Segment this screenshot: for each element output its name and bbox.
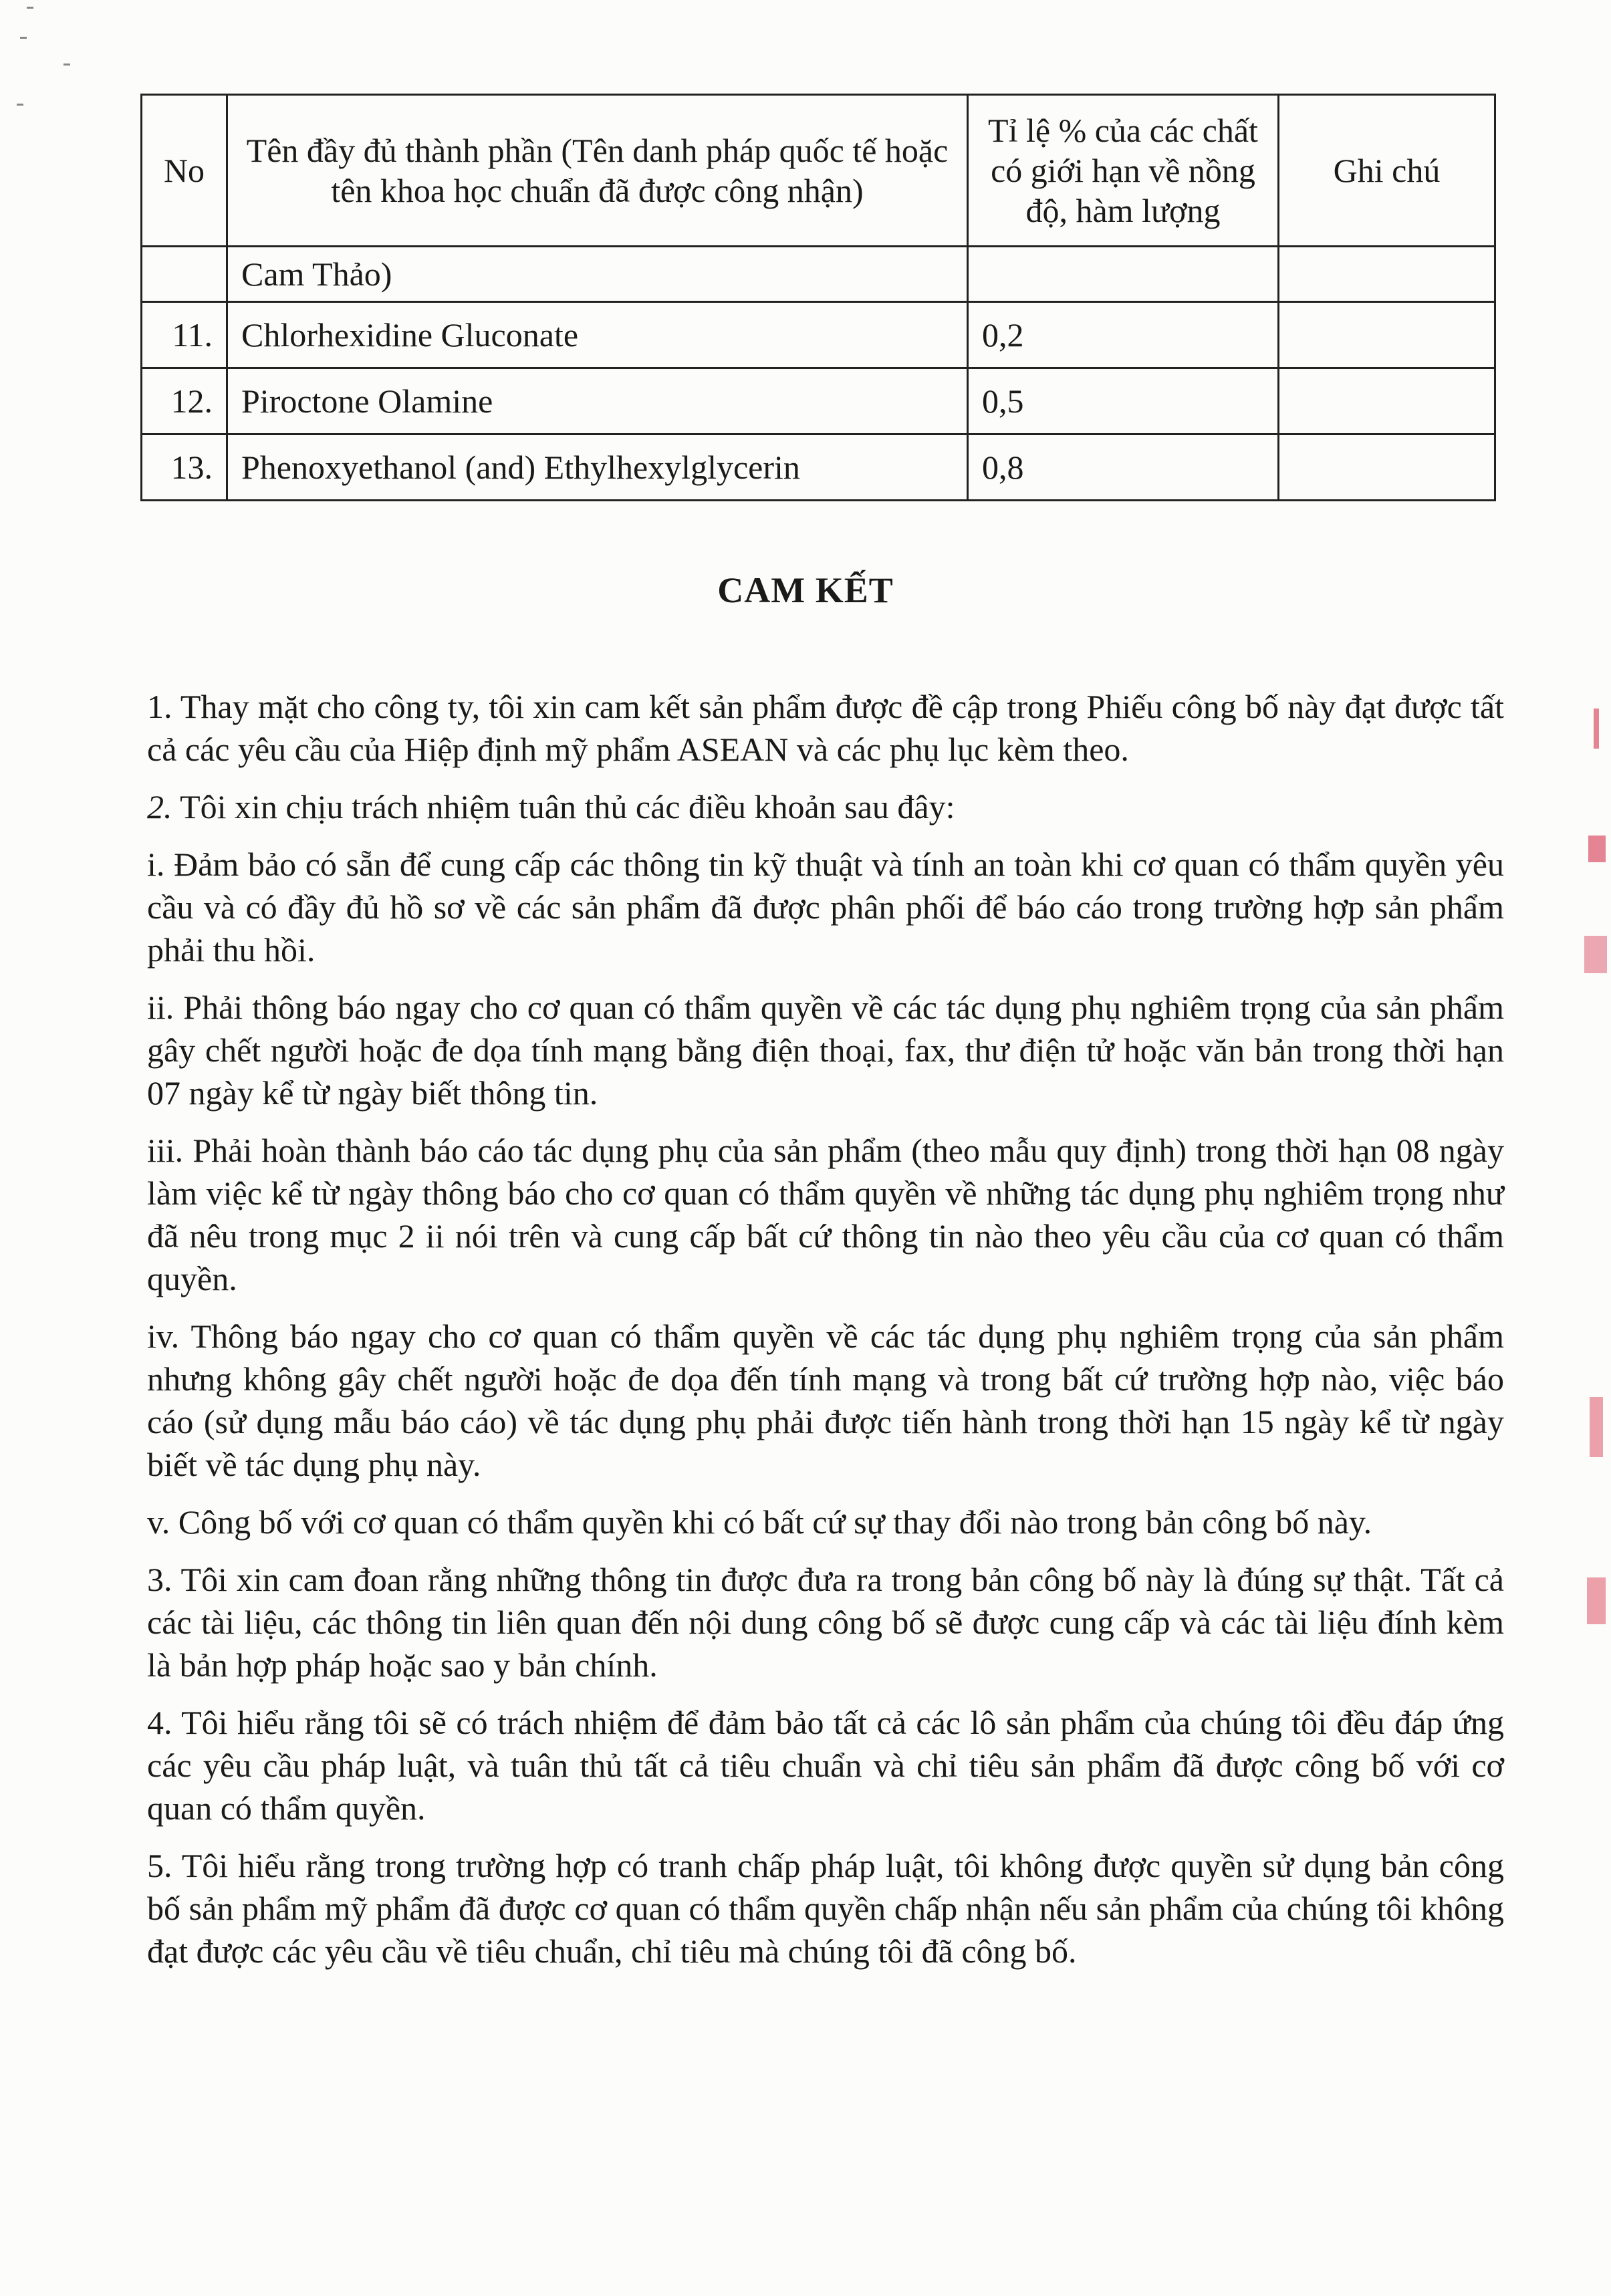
- ingredient-table-container: [140, 94, 1494, 501]
- table-row: [142, 302, 1495, 368]
- paragraph-5: 5. Tôi hiểu rằng trong trường hợp có tranh chấp pháp luật, tôi không được quyền sử dụng bản công bố sản phẩm mỹ phẩm đã được cơ quan có thẩm quyền chấp nhận nếu sản phẩm của chúng tôi không đạt được các yêu cầu về tiêu chuẩn, chỉ tiêu mà chúng tôi đã công bố.: [147, 1847, 1504, 1970]
- table-row: [142, 434, 1495, 501]
- paragraph-3: 3. Tôi xin cam đoan rằng những thông tin được đưa ra trong bản công bố này là đúng sự thật. Tất cả các tài liệu, các thông tin liên quan đến nội dung công bố sẽ được cung cấp và các tài liệu đính kèm là bản hợp pháp hoặc sao y bản chính.: [147, 1561, 1504, 1684]
- header-no: No: [142, 95, 227, 247]
- cell-no: [142, 247, 227, 302]
- clause-v: v. Công bố với cơ quan có thẩm quyền khi có bất cứ sự thay đổi nào trong bản công bố này.: [147, 1503, 1372, 1541]
- clause-iii: iii. Phải hoàn thành báo cáo tác dụng phụ của sản phẩm (theo mẫu quy định) trong thời hạn 08 ngày làm việc kể từ ngày thông báo cho cơ quan có thẩm quyền về những tác dụng phụ nghiêm trọng như đã nêu trong mục 2 ii nói trên và cung cấp bất cứ thông tin nào theo yêu cầu của cơ quan có thẩm quyền.: [147, 1132, 1504, 1297]
- clause-ii: ii. Phải thông báo ngay cho cơ quan có thẩm quyền về các tác dụng phụ nghiêm trọng của sản phẩm gây chết người hoặc đe dọa tính mạng bằng điện thoại, fax, thư điện tử hoặc văn bản trong thời hạn 07 ngày kể từ ngày biết thông tin.: [147, 989, 1504, 1112]
- paragraph-2-text: Tôi xin chịu trách nhiệm tuân thủ các điều khoản sau đây:: [172, 788, 955, 825]
- cell-note: [1279, 247, 1495, 302]
- cell-percent: 0,8: [968, 434, 1279, 501]
- cell-percent: [968, 247, 1279, 302]
- header-note: Ghi chú: [1279, 95, 1495, 247]
- cell-note: [1279, 368, 1495, 434]
- cell-ingredient-name: Cam Thảo): [227, 247, 968, 302]
- cell-note: [1279, 434, 1495, 501]
- header-ingredient-name: Tên đầy đủ thành phần (Tên danh pháp quốc tế hoặc tên khoa học chuẩn đã được công nhận): [227, 95, 968, 247]
- cell-no: 12.: [142, 368, 227, 434]
- table-header-row: [142, 95, 1495, 247]
- cell-ingredient-name: Piroctone Olamine: [227, 368, 968, 434]
- paragraph-2-number: 2.: [147, 788, 172, 825]
- clause-i: i. Đảm bảo có sẵn để cung cấp các thông tin kỹ thuật và tính an toàn khi cơ quan có thẩm quyền yêu cầu và có đầy đủ hồ sơ về các sản phẩm đã được phân phối để báo cáo trong trường hợp sản phẩm phải thu hồi.: [147, 846, 1504, 969]
- commitment-body: [147, 685, 1504, 1987]
- stamp-edge-marks: [1571, 0, 1611, 2296]
- ingredient-table: [140, 94, 1496, 501]
- paragraph-2: [147, 785, 1504, 828]
- cell-ingredient-name: Phenoxyethanol (and) Ethylhexylglycerin: [227, 434, 968, 501]
- section-title: CAM KẾT: [717, 570, 894, 610]
- stamp-fragment: [1588, 836, 1606, 862]
- cell-note: [1279, 302, 1495, 368]
- stamp-fragment: [1594, 709, 1599, 749]
- cell-no: 11.: [142, 302, 227, 368]
- header-percent: Tỉ lệ % của các chất có giới hạn về nồng độ, hàm lượng: [968, 95, 1279, 247]
- cell-percent: 0,5: [968, 368, 1279, 434]
- stamp-fragment: [1584, 936, 1607, 973]
- cell-percent: 0,2: [968, 302, 1279, 368]
- paragraph-4: 4. Tôi hiểu rằng tôi sẽ có trách nhiệm để đảm bảo tất cả các lô sản phẩm của chúng tôi đều đáp ứng các yêu cầu pháp luật, và tuân thủ tất cả tiêu chuẩn và chỉ tiêu sản phẩm đã được công bố với cơ quan có thẩm quyền.: [147, 1704, 1504, 1827]
- table-row: [142, 247, 1495, 302]
- clause-iv: iv. Thông báo ngay cho cơ quan có thẩm quyền về các tác dụng phụ nghiêm trọng của sản phẩm nhưng không gây chết người hoặc đe dọa đến tính mạng và trong bất cứ trường hợp nào, việc báo cáo (sử dụng mẫu báo cáo) về tác dụng phụ phải được tiến hành trong thời hạn 15 ngày kể từ ngày biết về tác dụng phụ này.: [147, 1317, 1504, 1483]
- cell-ingredient-name: Chlorhexidine Gluconate: [227, 302, 968, 368]
- table-row: [142, 368, 1495, 434]
- stamp-fragment: [1587, 1577, 1606, 1624]
- cell-no: 13.: [142, 434, 227, 501]
- scan-marks: [0, 0, 80, 134]
- stamp-fragment: [1590, 1397, 1603, 1457]
- paragraph-1: 1. Thay mặt cho công ty, tôi xin cam kết sản phẩm được đề cập trong Phiếu công bố này đạt được tất cả các yêu cầu của Hiệp định mỹ phẩm ASEAN và các phụ lục kèm theo.: [147, 688, 1504, 768]
